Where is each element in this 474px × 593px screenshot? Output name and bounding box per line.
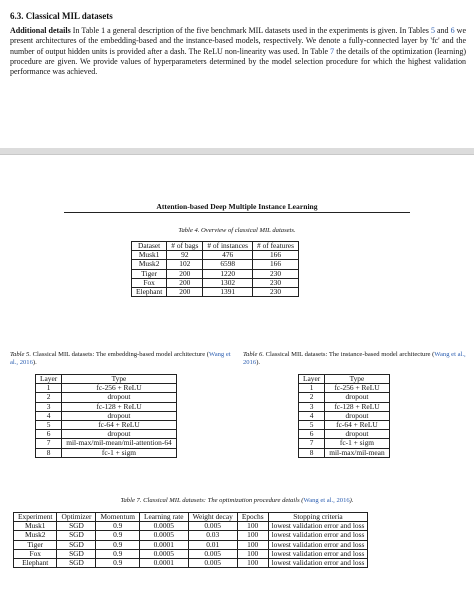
table-cell: 1302 (203, 278, 253, 287)
table-row (132, 269, 299, 278)
table-cell: lowest validation error and loss (268, 559, 368, 568)
table-cell: 100 (237, 549, 268, 558)
table-cell: 2 (36, 393, 62, 402)
citation-link[interactable]: Wang et al., 2016 (10, 351, 231, 367)
table-cell: 0.005 (188, 549, 237, 558)
table-cell: 166 (253, 260, 299, 269)
table-cell: 1 (36, 384, 62, 393)
table-cell: lowest validation error and loss (268, 549, 368, 558)
column-header: Dataset (132, 242, 167, 251)
table-cell: dropout (325, 393, 389, 402)
table-4-caption: Table 4. Overview of classical MIL datasets. (178, 227, 296, 234)
table-cell: Musk1 (132, 251, 167, 260)
table-cell: 2 (299, 393, 325, 402)
table-cell: 0.0001 (139, 540, 188, 549)
table-cell: fc-1 + sigm (62, 448, 177, 457)
table-5-ref-link[interactable]: 5 (430, 26, 435, 35)
column-header: Learning rate (139, 513, 188, 522)
column-header: Optimizer (57, 513, 96, 522)
citation-link[interactable]: Wang et al., 2016 (303, 497, 350, 504)
table-5-caption (10, 351, 238, 368)
table-cell: 0.0005 (139, 549, 188, 558)
table-cell: Fox (132, 278, 167, 287)
table-row (36, 439, 177, 448)
column-header: Layer (36, 375, 62, 384)
column-header: Epochs (237, 513, 268, 522)
section-paragraph (10, 26, 466, 77)
table-cell: 200 (167, 278, 203, 287)
column-header: # of bags (167, 242, 203, 251)
table-cell: 6 (36, 430, 62, 439)
table-cell: SGD (57, 522, 96, 531)
table-cell: 230 (253, 269, 299, 278)
column-header: # of instances (203, 242, 253, 251)
table-cell: fc-128 + ReLU (62, 402, 177, 411)
table-cell: SGD (57, 559, 96, 568)
table-7 (13, 512, 368, 568)
table-6-ref-link[interactable]: 6 (450, 26, 455, 35)
table-cell: 4 (299, 411, 325, 420)
table-cell: 0.9 (96, 522, 140, 531)
table-cell: 100 (237, 559, 268, 568)
table-6 (298, 374, 390, 458)
caption-end: ). (349, 497, 354, 504)
table-4 (131, 241, 299, 297)
table-cell: 1391 (203, 288, 253, 297)
table-cell: 100 (237, 531, 268, 540)
table-cell: 6598 (203, 260, 253, 269)
table-cell: fc-64 + ReLU (325, 421, 389, 430)
table-cell: 0.03 (188, 531, 237, 540)
paragraph-text-4: the details of the optimization (learning) procedure are given. We provide values of hyperparameters determined by the model selection procedure for which the highest validation performance was achieved. (10, 46, 466, 77)
table-cell: 7 (36, 439, 62, 448)
caption-end: ). (256, 359, 261, 367)
table-cell: dropout (325, 430, 389, 439)
table-cell: 200 (167, 288, 203, 297)
table-cell: 7 (299, 439, 325, 448)
table-cell: dropout (62, 393, 177, 402)
caption-text: Classical MIL datasets: The embedding-based model architecture ( (31, 351, 209, 358)
column-header: # of features (253, 242, 299, 251)
table-row (299, 448, 390, 457)
column-header: Type (325, 375, 389, 384)
table-row (299, 439, 390, 448)
table-cell: SGD (57, 531, 96, 540)
table-cell: 0.0005 (139, 522, 188, 531)
table-row (14, 540, 368, 549)
section-title: 6.3. Classical MIL datasets (10, 11, 113, 21)
table-cell: 5 (36, 421, 62, 430)
table-row (14, 531, 368, 540)
table-cell: SGD (57, 549, 96, 558)
page-separator-edge (0, 154, 474, 155)
table-cell: Tiger (14, 540, 57, 549)
table-cell: lowest validation error and loss (268, 540, 368, 549)
table-cell: 6 (299, 430, 325, 439)
column-header: Stopping criteria (268, 513, 368, 522)
table-row (36, 393, 177, 402)
table-cell: 0.9 (96, 549, 140, 558)
table-cell: 100 (237, 522, 268, 531)
table-7-caption (0, 497, 474, 505)
table-cell: fc-256 + ReLU (325, 384, 389, 393)
table-cell: 92 (167, 251, 203, 260)
table-cell: Tiger (132, 269, 167, 278)
table-cell: 3 (36, 402, 62, 411)
table-cell: 0.0005 (139, 531, 188, 540)
table-cell: 0.9 (96, 559, 140, 568)
table-row (132, 260, 299, 269)
table-cell: fc-64 + ReLU (62, 421, 177, 430)
table-cell: Elephant (132, 288, 167, 297)
paragraph-text-2: and (434, 26, 451, 35)
table-cell: dropout (62, 411, 177, 420)
running-header: Attention-based Deep Multiple Instance Learning (156, 202, 318, 211)
table-cell: fc-1 + sigm (325, 439, 389, 448)
header-rule (64, 212, 410, 213)
table-cell: 5 (299, 421, 325, 430)
column-header: Momentum (96, 513, 140, 522)
table-cell: 0.0001 (139, 559, 188, 568)
caption-label: Table 5. (10, 351, 32, 358)
table-row (36, 384, 177, 393)
table-cell: dropout (325, 411, 389, 420)
table-cell: 230 (253, 278, 299, 287)
table-row (36, 402, 177, 411)
table-row (36, 421, 177, 430)
table-row (299, 402, 390, 411)
column-header: Layer (299, 375, 325, 384)
table-cell: 0.01 (188, 540, 237, 549)
column-header: Weight decay (188, 513, 237, 522)
table-cell: fc-256 + ReLU (62, 384, 177, 393)
caption-label: Table 6. (243, 351, 265, 358)
table-cell: 0.9 (96, 540, 140, 549)
table-cell: 476 (203, 251, 253, 260)
table-cell: SGD (57, 540, 96, 549)
caption-end: ). (32, 359, 37, 367)
table-cell: 102 (167, 260, 203, 269)
table-cell: 0.9 (96, 531, 140, 540)
column-header: Experiment (14, 513, 57, 522)
paragraph-text-1: In Table 1 a general description of the five benchmark MIL datasets used in the experiments is given. In Tables (72, 26, 431, 35)
table-cell: 8 (36, 448, 62, 457)
caption-text: Classical MIL datasets: The instance-based model architecture ( (264, 351, 435, 358)
table-cell: Fox (14, 549, 57, 558)
table-row (36, 448, 177, 457)
table-cell: 8 (299, 448, 325, 457)
table-cell: 200 (167, 269, 203, 278)
table-cell: lowest validation error and loss (268, 531, 368, 540)
table-cell: dropout (62, 430, 177, 439)
table-row (14, 559, 368, 568)
table-cell: 100 (237, 540, 268, 549)
table-cell: 0.005 (188, 522, 237, 531)
table-cell: 230 (253, 288, 299, 297)
table-cell: Musk1 (14, 522, 57, 531)
table-cell: 0.005 (188, 559, 237, 568)
table-cell: 1220 (203, 269, 253, 278)
table-cell: Musk2 (132, 260, 167, 269)
table-cell: mil-max/mil-mean/mil-attention-64 (62, 439, 177, 448)
table-row (299, 393, 390, 402)
table-cell: 1 (299, 384, 325, 393)
column-header: Type (62, 375, 177, 384)
table-cell: Musk2 (14, 531, 57, 540)
table-5 (35, 374, 177, 458)
table-cell: Elephant (14, 559, 57, 568)
citation-link[interactable]: Wang et al., 2016 (243, 351, 466, 367)
table-cell: 3 (299, 402, 325, 411)
table-cell: lowest validation error and loss (268, 522, 368, 531)
table-7-ref-link[interactable]: 7 (330, 46, 335, 56)
paragraph-text-3: we present architectures of the embedding-based and the instance-based models, respectively. We denote a fully-connected layer by 'fc' and the number of output hidden units is provided after a dash. The ReLU non-linearity was used. In Table (10, 26, 467, 56)
table-cell: fc-128 + ReLU (325, 402, 389, 411)
caption-text: Table 7. Classical MIL datasets: The optimization procedure details ( (120, 497, 304, 504)
table-6-caption (243, 351, 469, 368)
table-row (132, 288, 299, 297)
table-cell: 166 (253, 251, 299, 260)
table-cell: 4 (36, 411, 62, 420)
table-cell: mil-max/mil-mean (325, 448, 389, 457)
paragraph-lead: Additional details (10, 26, 71, 35)
